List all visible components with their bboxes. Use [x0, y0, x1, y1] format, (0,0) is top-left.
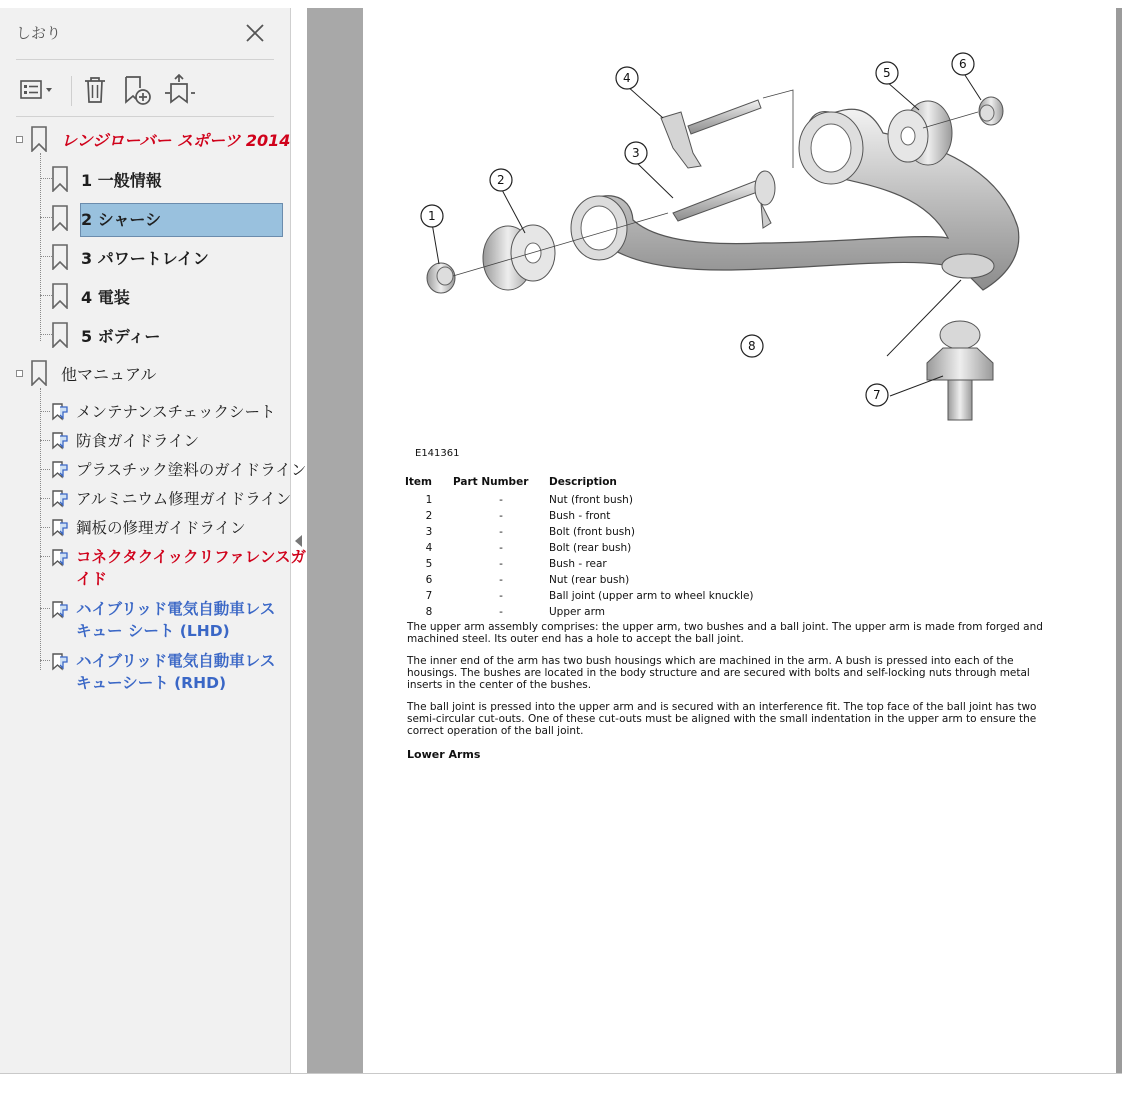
link-bookmark-icon: [50, 401, 70, 421]
manual-label-cont: キューシート (RHD): [76, 674, 227, 692]
document-page: [363, 8, 1116, 1073]
manual-link[interactable]: [50, 428, 199, 452]
bookmark-label: 5 ボディー: [81, 326, 161, 346]
bookmark-toolbar: [16, 68, 276, 110]
bookmark-icon: [30, 360, 48, 386]
bookmark-icon: [51, 283, 69, 309]
manual-label-cont: キュー シート (LHD): [76, 622, 230, 640]
front-nut-shape: [427, 263, 455, 293]
callout-1: [421, 205, 443, 227]
rear-bolt-shape: [661, 100, 761, 168]
cell-description: Bolt (rear bush): [549, 542, 632, 554]
tree-connector: [40, 440, 50, 441]
cell-part-number: -: [499, 494, 503, 506]
divider: [16, 116, 274, 117]
bookmark-icon: [51, 244, 69, 270]
ball-joint-shape: [927, 321, 993, 420]
table-row: [405, 508, 754, 524]
collapse-panel-arrow-icon[interactable]: [295, 535, 302, 547]
callout-5: [876, 62, 898, 84]
manual-label: ハイブリッド電気自動車レス: [76, 600, 276, 618]
bookmark-label: 2 シャーシ: [81, 209, 162, 229]
cell-description: Bush - front: [549, 510, 611, 522]
tree-connector: [40, 153, 41, 341]
tree-connector: [40, 388, 41, 670]
table-row: [405, 556, 754, 572]
add-bookmark-icon: [121, 74, 153, 106]
manual-label-cont: イド: [76, 570, 108, 588]
manual-link[interactable]: [50, 515, 246, 539]
manual-label: 防食ガイドライン: [76, 432, 200, 450]
cell-item: 3: [425, 526, 433, 538]
callout-4: [616, 67, 638, 89]
cell-item: 2: [425, 510, 433, 522]
bottom-frame: [0, 1073, 1122, 1104]
delete-bookmark-button[interactable]: [78, 74, 112, 106]
bookmark-icon: [51, 322, 69, 348]
tree-connector: [40, 556, 50, 557]
collapse-toggle[interactable]: [16, 136, 23, 143]
cell-item: 4: [425, 542, 433, 554]
tree-connector: [40, 469, 50, 470]
table-row: [405, 540, 754, 556]
expand-bookmark-button[interactable]: [162, 74, 196, 106]
cell-part-number: -: [499, 606, 503, 618]
callout-3: [625, 142, 647, 164]
column-header: Item: [405, 476, 432, 488]
cell-item: 6: [425, 574, 433, 586]
front-bush-shape: [483, 225, 555, 290]
manual-label: アルミニウム修理ガイドライン: [76, 490, 292, 508]
column-header: Part Number: [453, 476, 529, 488]
rear-bush-shape: [888, 101, 952, 165]
cell-part-number: -: [499, 510, 503, 522]
svg-text:5: 5: [883, 66, 891, 80]
cell-description: Bolt (front bush): [549, 526, 635, 538]
table-header-row: [405, 476, 754, 492]
cell-part-number: -: [499, 558, 503, 570]
svg-text:3: 3: [632, 146, 640, 160]
cell-description: Nut (rear bush): [549, 574, 630, 586]
cell-item: 1: [425, 494, 433, 506]
exploded-diagram: [363, 8, 1116, 438]
viewer-gutter: [307, 8, 363, 1073]
table-row: [405, 572, 754, 588]
bookmark-chapter-1[interactable]: [51, 165, 162, 193]
svg-text:2: 2: [497, 173, 505, 187]
callout-7: [866, 384, 888, 406]
svg-text:4: 4: [623, 71, 631, 85]
bookmark-chapter-4[interactable]: [51, 282, 130, 310]
tree-connector: [40, 660, 50, 661]
svg-text:8: 8: [748, 339, 756, 353]
callout-2: [490, 169, 512, 191]
bookmarks-panel: [0, 8, 307, 1073]
link-bookmark-icon: [50, 651, 70, 671]
manual-label: 鋼板の修理ガイドライン: [76, 519, 246, 537]
paragraph: The ball joint is pressed into the upper arm and is secured with an interference fit. The top face of the ball joint has two semi-circular cut-outs. One of these cut-outs must be aligned with the small indentation in the upper arm to ensure the correct operation of the ball joint.: [407, 701, 1037, 737]
cell-part-number: -: [499, 526, 503, 538]
bookmark-chapter-3[interactable]: [51, 243, 209, 271]
cell-item: 7: [425, 590, 433, 602]
collapse-toggle[interactable]: [16, 370, 23, 377]
link-bookmark-icon: [50, 488, 70, 508]
bookmark-icon: [51, 205, 69, 231]
cell-description: Nut (front bush): [549, 494, 633, 506]
bookmark-chapter-2[interactable]: [51, 204, 161, 232]
bookmark-other-manuals[interactable]: [30, 359, 156, 387]
table-row: [405, 604, 754, 620]
manual-link[interactable]: [50, 399, 276, 423]
add-bookmark-button[interactable]: [120, 74, 154, 106]
link-bookmark-icon: [50, 547, 70, 567]
page-edge: [1116, 8, 1122, 1073]
manual-link[interactable]: [50, 486, 291, 510]
tree-connector: [40, 411, 50, 412]
tree-connector: [40, 527, 50, 528]
figure-id: E141361: [415, 448, 460, 459]
bookmarks-title: しおり: [16, 24, 62, 42]
bookmark-chapter-5[interactable]: [51, 321, 160, 349]
bookmark-icon: [51, 166, 69, 192]
cell-item: 5: [425, 558, 433, 570]
manual-label: ハイブリッド電気自動車レス: [76, 652, 276, 670]
trash-icon: [82, 75, 108, 105]
front-bolt-shape: [673, 171, 775, 228]
bookmark-label: レンジローバー スポーツ 2014: [61, 130, 291, 150]
bookmark-label: 1 一般情報: [81, 170, 162, 190]
cell-part-number: -: [499, 542, 503, 554]
divider: [16, 59, 274, 60]
manual-label: コネクタクイックリファレンスガ: [76, 548, 306, 566]
rear-nut-shape: [979, 97, 1003, 125]
bookmark-root[interactable]: [30, 125, 290, 153]
paragraph: The inner end of the arm has two bush housings which are machined in the arm. A bush is pressed into each of the housings. The bushes are located in the body structure and are secured with bolts and self-locking nuts through metal inserts in the center of the bushes.: [407, 655, 1030, 691]
bookmark-label: 他マニュアル: [61, 364, 157, 384]
link-bookmark-icon: [50, 599, 70, 619]
cell-part-number: -: [499, 590, 503, 602]
svg-text:7: 7: [873, 388, 881, 402]
tree-connector: [40, 498, 50, 499]
table-row: [405, 588, 754, 604]
section-heading: Lower Arms: [407, 748, 481, 761]
cell-item: 8: [425, 606, 433, 618]
cell-part-number: -: [499, 574, 503, 586]
bookmark-icon: [30, 126, 48, 152]
toolbar-separator: [71, 76, 72, 106]
svg-text:6: 6: [959, 57, 967, 71]
tree-connector: [40, 608, 50, 609]
link-bookmark-icon: [50, 430, 70, 450]
callout-6: [952, 53, 974, 75]
manual-label: プラスチック塗料のガイドライン: [76, 461, 307, 479]
table-row: [405, 524, 754, 540]
cell-description: Upper arm: [549, 606, 605, 618]
bookmark-move-icon: [163, 74, 195, 106]
list-options-icon: [19, 78, 57, 102]
options-menu-button[interactable]: [18, 74, 58, 106]
svg-text:1: 1: [428, 209, 436, 223]
callout-8: [741, 335, 763, 357]
bookmark-label: 4 電装: [81, 287, 130, 307]
manual-label: メンテナンスチェックシート: [76, 403, 276, 421]
link-bookmark-icon: [50, 459, 70, 479]
close-icon[interactable]: [244, 22, 266, 44]
table-row: [405, 492, 754, 508]
cell-description: Ball joint (upper arm to wheel knuckle): [549, 590, 754, 602]
column-header: Description: [549, 476, 617, 488]
cell-description: Bush - rear: [549, 558, 607, 570]
parts-table: [405, 476, 754, 620]
link-bookmark-icon: [50, 517, 70, 537]
bookmark-label: 3 パワートレイン: [81, 248, 209, 268]
manual-link[interactable]: [50, 457, 306, 481]
paragraph: The upper arm assembly comprises: the upper arm, two bushes and a ball joint. The upper arm is made from forged and machined steel. Its outer end has a hole to accept the ball joint.: [407, 621, 1043, 645]
